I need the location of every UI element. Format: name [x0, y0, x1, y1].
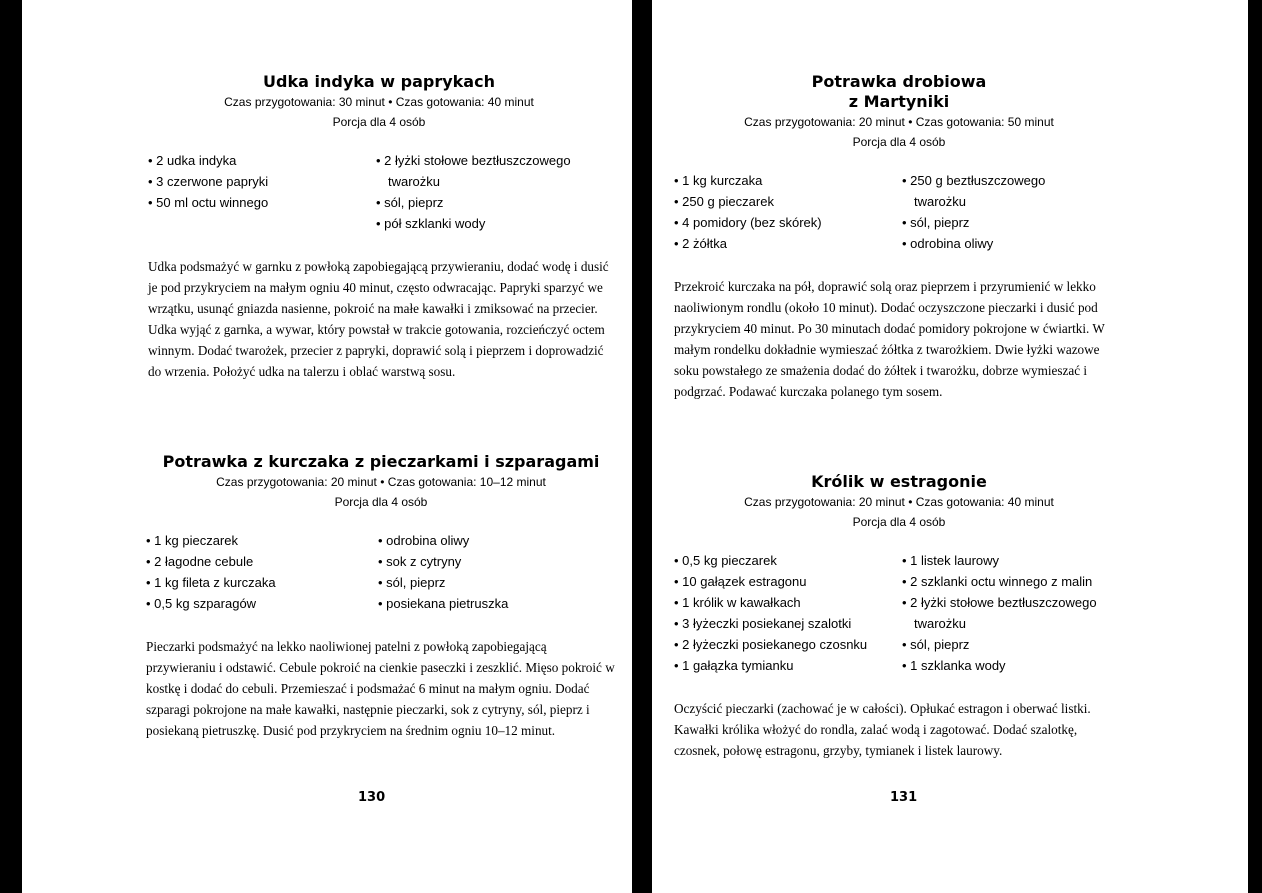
- ingredient-item: • sól, pieprz: [902, 634, 1117, 655]
- ingredient-item: • 0,5 kg szparagów: [146, 593, 378, 614]
- ingredients-col-1: [674, 550, 902, 676]
- ingredient-item: • 3 łyżeczki posiekanej szalotki: [674, 613, 902, 634]
- ingredient-item: • posiekana pietruszka: [378, 593, 588, 614]
- ingredient-item: • 2 łyżeczki posiekanego czosnku: [674, 634, 902, 655]
- ingredients: [146, 530, 616, 614]
- ingredient-item: • sok z cytryny: [378, 551, 588, 572]
- ingredients-col-2: [378, 530, 588, 614]
- ingredients-col-2: [376, 150, 586, 234]
- ingredient-item: • sól, pieprz: [376, 192, 586, 213]
- recipe-title-line-2: z Martyniki: [848, 92, 950, 111]
- ingredient-item: • 2 żółtka: [674, 233, 902, 254]
- ingredient-item: • odrobina oliwy: [902, 233, 1072, 254]
- ingredient-item: • 250 g beztłuszczowego twarożku: [902, 170, 1072, 212]
- recipe-title-line-1: Potrawka drobiowa: [811, 72, 987, 91]
- ingredient-item: • 0,5 kg pieczarek: [674, 550, 902, 571]
- ingredient-item: • odrobina oliwy: [378, 530, 588, 551]
- ingredient-item: • 50 ml octu winnego: [148, 192, 376, 213]
- ingredients-col-2: [902, 550, 1117, 676]
- recipe-method: Udka podsmażyć w garnku z powłoką zapobiegającą przywieraniu, dodać wodę i dusić je pod przykryciem na małym ogniu 40 minut, często odwracając. Papryki sparzyć we wrzątku, usunąć gniazda nasienne, pokroić na małe kawałki i zmiksować na przecier. Udka wyjąć z garnka, a wywar, który powstał w trakcie gotowania, rozcieńczyć octem winnym. Dodać twarożek, przecier z papryki, doprawić solą i pieprzem i doprowadzić do wrzenia. Położyć udka na talerzu i oblać warstwą sosu.: [148, 259, 609, 379]
- ingredient-item: • 1 kg pieczarek: [146, 530, 378, 551]
- recipe-times: Czas przygotowania: 20 minut • Czas gotowania: 50 minut: [744, 115, 1054, 129]
- recipe-title: Królik w estragonie: [811, 472, 987, 491]
- recipe-servings: Porcja dla 4 osób: [852, 135, 946, 149]
- ingredient-item: • 1 królik w kawałkach: [674, 592, 902, 613]
- recipe-times: Czas przygotowania: 20 minut • Czas gotowania: 40 minut: [744, 495, 1054, 509]
- ingredient-item: • 2 łyżki stołowe beztłuszczowego twarożku: [902, 592, 1117, 634]
- ingredients-col-1: [146, 530, 378, 614]
- ingredient-item: • 1 listek laurowy: [902, 550, 1117, 571]
- ingredient-item: • 2 łagodne cebule: [146, 551, 378, 572]
- ingredients-col-1: [148, 150, 376, 234]
- recipe-title: Udka indyka w paprykach: [263, 72, 495, 91]
- right-page: [652, 0, 1248, 893]
- ingredient-item: • 250 g pieczarek: [674, 191, 902, 212]
- ingredient-item: • 2 udka indyka: [148, 150, 376, 171]
- ingredient-item: • 10 gałązek estragonu: [674, 571, 902, 592]
- recipe-servings: Porcja dla 4 osób: [852, 515, 946, 529]
- recipe-krolik-w-estragonie: [674, 472, 1124, 761]
- recipe-servings: Porcja dla 4 osób: [334, 495, 428, 509]
- ingredient-item: • 1 kg fileta z kurczaka: [146, 572, 378, 593]
- ingredient-item: • 2 łyżki stołowe beztłuszczowego twarożku: [376, 150, 586, 192]
- ingredient-item: • sól, pieprz: [902, 212, 1072, 233]
- left-page: [22, 0, 632, 893]
- ingredient-item: • sól, pieprz: [378, 572, 588, 593]
- scan-border-right: [1248, 0, 1262, 893]
- recipe-times: Czas przygotowania: 30 minut • Czas gotowania: 40 minut: [224, 95, 534, 109]
- recipe-title: Potrawka z kurczaka z pieczarkami i szparagami: [162, 452, 600, 471]
- recipe-servings: Porcja dla 4 osób: [332, 115, 426, 129]
- recipe-udka-indyka: [148, 72, 610, 382]
- recipe-times: Czas przygotowania: 20 minut • Czas gotowania: 10–12 minut: [216, 475, 546, 489]
- recipe-potrawka-drobiowa: [674, 72, 1124, 402]
- ingredient-item: • 4 pomidory (bez skórek): [674, 212, 902, 233]
- recipe-potrawka-z-kurczaka: [146, 452, 616, 741]
- ingredient-item: • pół szklanki wody: [376, 213, 586, 234]
- ingredient-item: • 1 szklanka wody: [902, 655, 1117, 676]
- recipe-method: Pieczarki podsmażyć na lekko naoliwionej patelni z powłoką zapobiegającą przywieraniu i odstawić. Cebule pokroić na cienkie paseczki i zeszklić. Mięso pokroić w kostkę i dodać do cebuli. Przemieszać i podsmażać 6 minut na małym ogniu. Dodać szparagi pokrojone na małe kawałki, następnie pieczarki, sok z cytryny, sól, pieprz i posiekaną pietruszkę. Dusić pod przykryciem na średnim ogniu 10–12 minut.: [146, 639, 615, 738]
- ingredient-item: • 1 gałązka tymianku: [674, 655, 902, 676]
- ingredients: [674, 550, 1124, 676]
- ingredient-item: • 1 kg kurczaka: [674, 170, 902, 191]
- recipe-method: Przekroić kurczaka na pół, doprawić solą oraz pieprzem i przyrumienić w lekko naoliwionym rondlu (około 10 minut). Dodać oczyszczone pieczarki i dusić pod przykryciem 40 minut. Po 30 minutach dodać pomidory pokrojone w ćwiartki. W małym rondelku dokładnie wymieszać żółtka z twarożkiem. Dwie łyżki wazowe soku powstałego ze smażenia dodać do żółtek i twarożku, dobrze wymieszać i podgrzać. Podawać kurczaka polanego tym sosem.: [674, 279, 1105, 399]
- ingredient-item: • 3 czerwone papryki: [148, 171, 376, 192]
- ingredient-item: • 2 szklanki octu winnego z malin: [902, 571, 1117, 592]
- scan-border-left: [0, 0, 24, 893]
- ingredients: [674, 170, 1124, 254]
- recipe-method: Oczyścić pieczarki (zachować je w całości). Opłukać estragon i oberwać listki. Kawałki królika włożyć do rondla, zalać wodą i zagotować. Dodać szalotkę, czosnek, połowę estragonu, grzyby, tymianek i listek laurowy.: [674, 701, 1091, 758]
- page-number: 131: [890, 790, 918, 805]
- ingredients-col-2: [902, 170, 1072, 254]
- page-number: 130: [358, 790, 386, 805]
- ingredients-col-1: [674, 170, 902, 254]
- ingredients: [148, 150, 610, 234]
